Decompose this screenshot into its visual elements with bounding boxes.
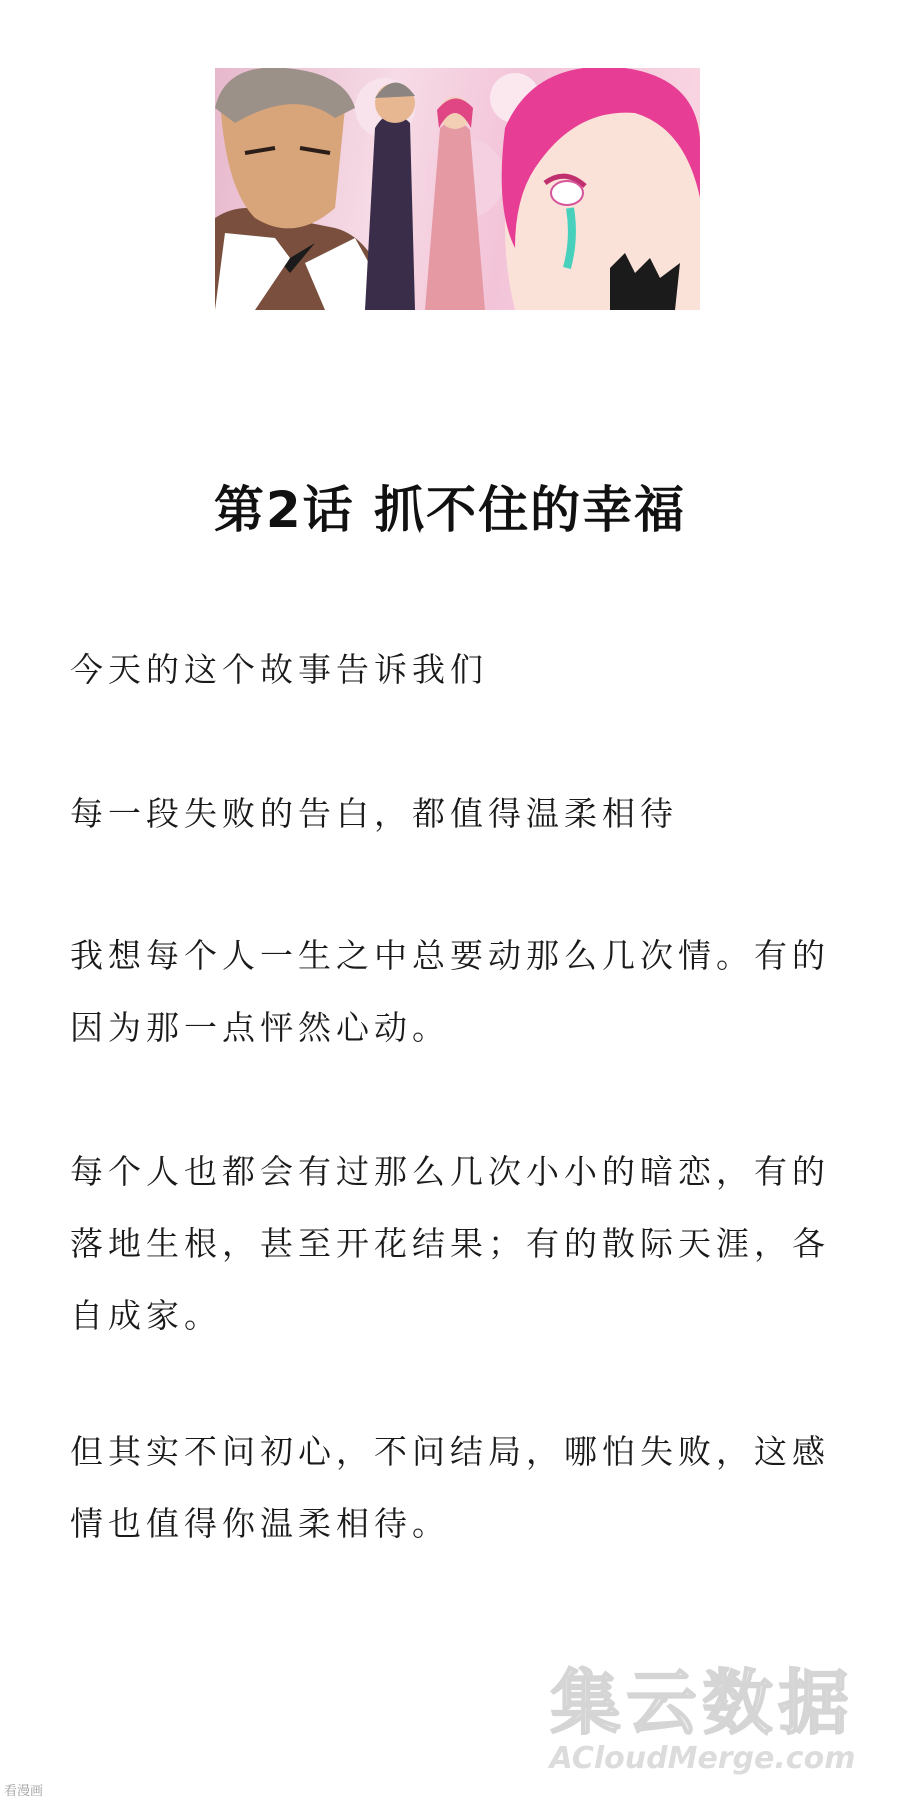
paragraph-2: 每一段失败的告白，都值得温柔相待 — [70, 794, 678, 833]
cover-illustration — [215, 68, 700, 310]
chapter-title: 第2话 抓不住的幸福 — [213, 481, 687, 539]
corner-mark: 看漫画 — [4, 1784, 44, 1799]
watermark — [515, 1662, 890, 1777]
paragraph-5: 但其实不问初心，不问结局，哪怕失败，这感情也值得你温柔相待。 — [70, 1432, 830, 1543]
paragraph-1: 今天的这个故事告诉我们 — [70, 650, 488, 689]
paragraph-3: 我想每个人一生之中总要动那么几次情。有的因为那一点怦然心动。 — [70, 936, 830, 1047]
watermark-en: ACloudMerge.com — [549, 1741, 856, 1776]
watermark-cn: 集云数据 — [550, 1662, 855, 1744]
paragraph-4: 每个人也都会有过那么几次小小的暗恋，有的落地生根，甚至开花结果；有的散际天涯，各自成家。 — [70, 1152, 830, 1335]
